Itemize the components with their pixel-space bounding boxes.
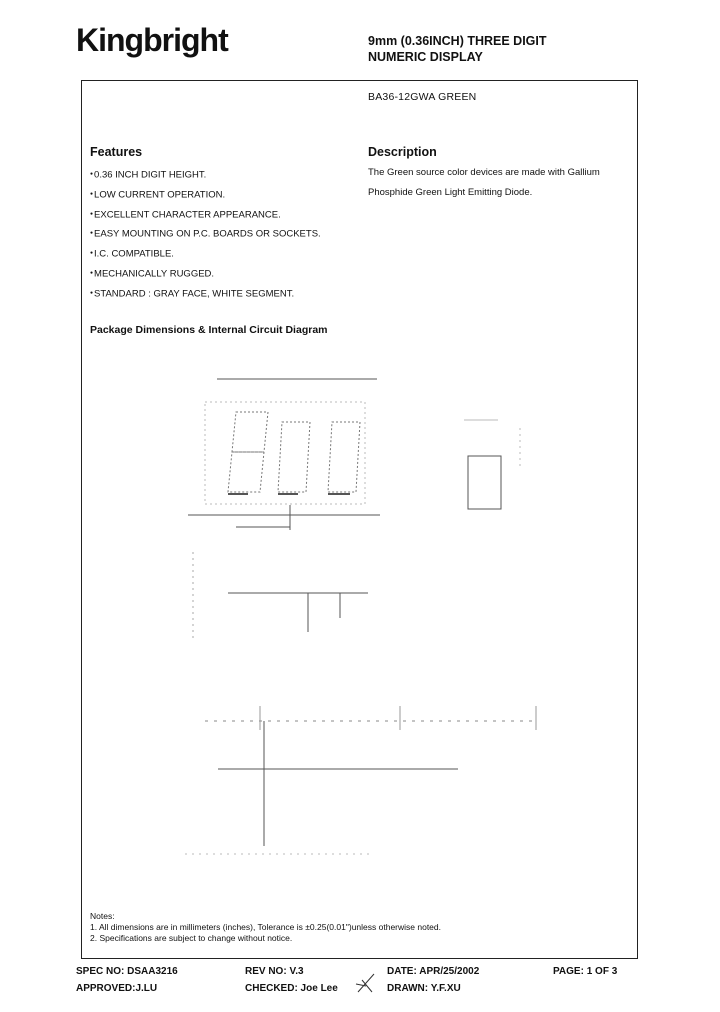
feature-item: ● I.C. COMPATIBLE.: [90, 244, 321, 264]
spec-no: SPEC NO: DSAA3216: [76, 966, 178, 977]
digit-outline: [278, 422, 310, 492]
feature-item: ● EASY MOUNTING ON P.C. BOARDS OR SOCKETS.: [90, 224, 321, 244]
digit-outline: [328, 422, 360, 492]
features-heading: Features: [90, 145, 143, 159]
note-1: 1. All dimensions are in millimeters (inches), Tolerance is ±0.25(0.01")unless otherwise noted.: [90, 922, 441, 932]
side-view-outline: [468, 456, 501, 509]
signature-mark: [356, 974, 374, 992]
date: DATE: APR/25/2002: [387, 966, 480, 977]
display-outline: [205, 402, 365, 504]
drawn-by: DRAWN: Y.F.XU: [387, 983, 461, 994]
description-heading: Description: [368, 145, 437, 159]
feature-item: ● EXCELLENT CHARACTER APPEARANCE.: [90, 205, 321, 225]
description-line-1: The Green source color devices are made with Gallium: [368, 167, 600, 178]
notes: [90, 911, 441, 944]
title-line-1: 9mm (0.36INCH) THREE DIGIT: [368, 34, 547, 48]
description-line-2: Phosphide Green Light Emitting Diode.: [368, 187, 533, 198]
kingbright-logo: Kingbright: [76, 22, 228, 58]
title-line-2: NUMERIC DISPLAY: [368, 50, 483, 64]
feature-item: ● 0.36 INCH DIGIT HEIGHT.: [90, 165, 321, 185]
notes-heading: Notes:: [90, 911, 115, 921]
feature-item: ● MECHANICALLY RUGGED.: [90, 264, 321, 284]
approved-by: APPROVED:J.LU: [76, 983, 158, 994]
package-heading: Package Dimensions & Internal Circuit Diagram: [90, 324, 328, 336]
part-number: BA36-12GWA GREEN: [368, 91, 477, 103]
checked-by: CHECKED: Joe Lee: [245, 983, 338, 994]
feature-item: ● LOW CURRENT OPERATION.: [90, 185, 321, 205]
page-number: PAGE: 1 OF 3: [553, 966, 618, 977]
rev-no: REV NO: V.3: [245, 966, 304, 977]
digit-outline: [228, 412, 268, 492]
feature-item: ● STANDARD : GRAY FACE, WHITE SEGMENT.: [90, 284, 321, 304]
note-2: 2. Specifications are subject to change without notice.: [90, 933, 293, 943]
